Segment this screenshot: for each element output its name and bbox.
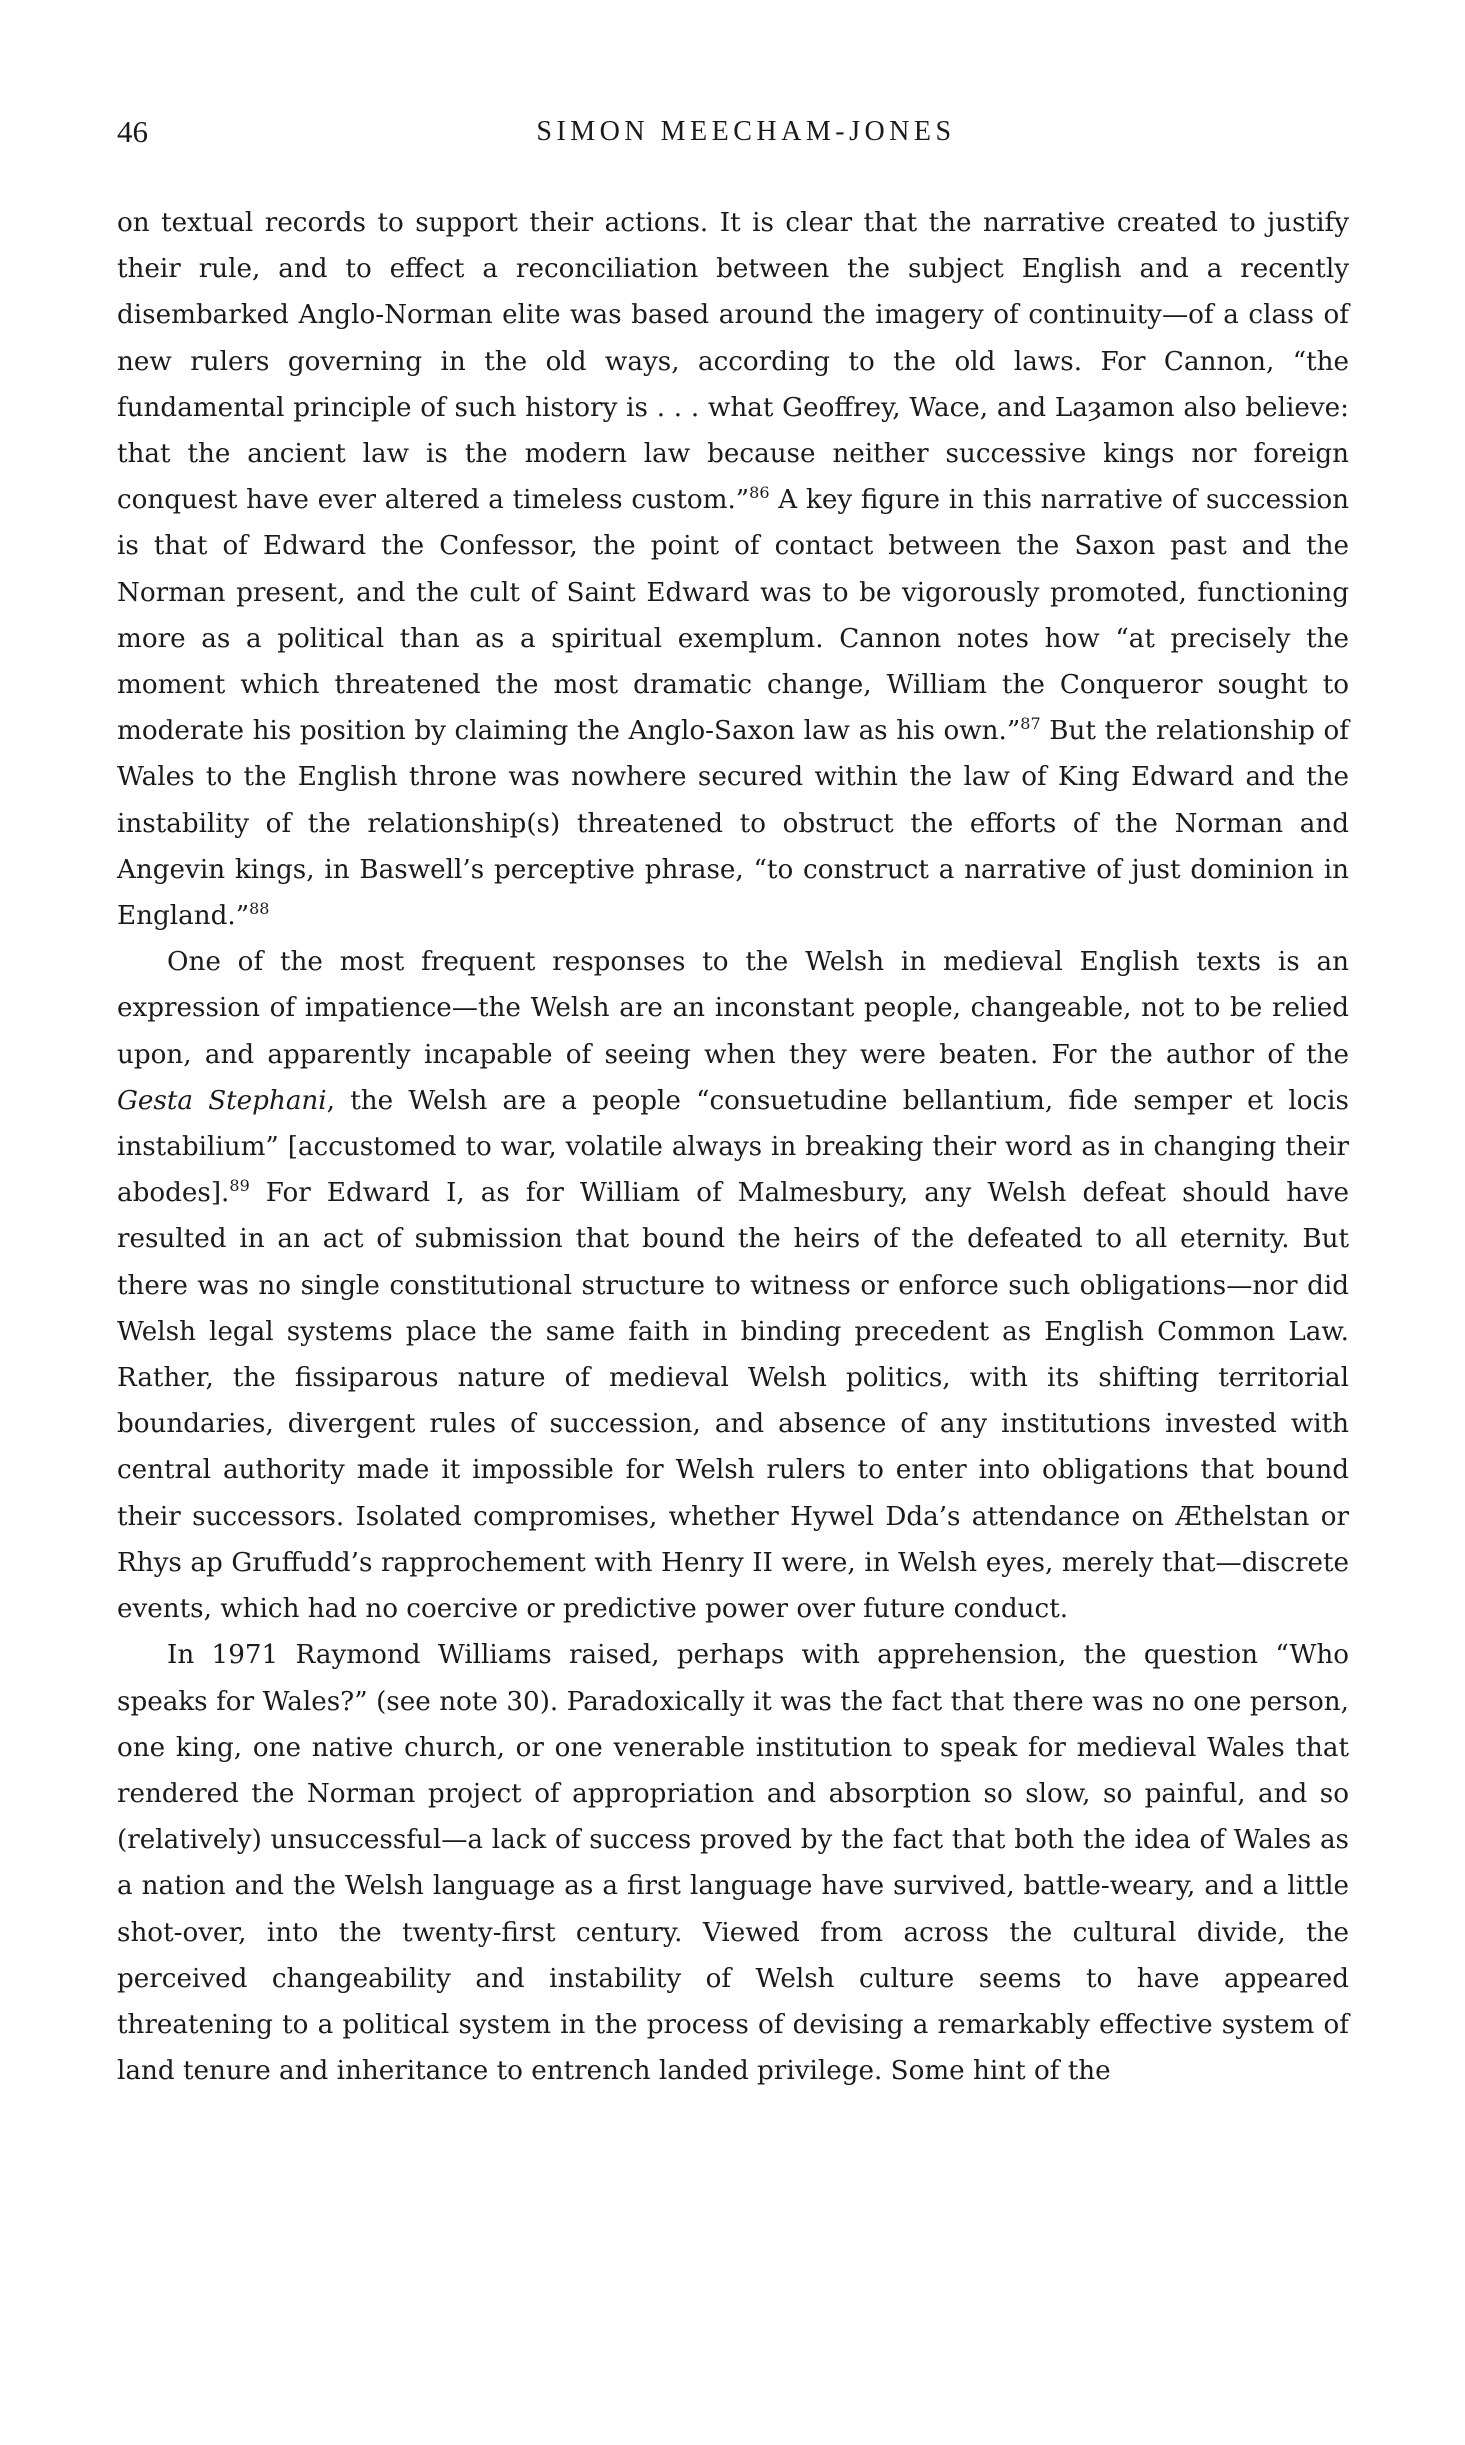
paragraph-2	[117, 939, 1349, 1632]
running-head	[117, 112, 1349, 152]
footnote-ref-87[interactable]: 87	[1020, 714, 1041, 734]
paragraph-1-text-b: A key figure in this narrative of succession is that of Edward the Confessor, the point of contact between the Saxon past and the Norman present, and the cult of Saint Edward was to be vigorously promoted, functioning more as a political than as a spiritual exemplum. Cannon notes how “at precisely the moment which threatened the most dramatic change, William the Conqueror sought to moderate his position by claiming the Anglo-Saxon law as his own.”	[117, 485, 1349, 747]
footnote-ref-86[interactable]: 86	[749, 483, 770, 503]
paragraph-2-text-a: One of the most frequent responses to the Welsh in medieval English texts is an expression of impatience—the Welsh are an inconstant people, changeable, not to be relied upon, and apparently incapable of seeing when they were beaten. For the author of the	[117, 947, 1349, 1070]
paragraph-3-text: In 1971 Raymond Williams raised, perhaps with apprehension, the question “Who speaks for Wales?” (see note 30). Paradoxically it was the fact that there was no one person, one king, one native church, or one venerable institution to speak for medieval Wales that rendered the Norman project of appropriation and absorption so slow, so painful, and so (relatively) unsuccessful—a lack of success proved by the fact that both the idea of Wales as a nation and the Welsh language as a first language have survived, battle-weary, and a little shot-over, into the twenty-first century. Viewed from across the cultural divide, the perceived changeability and instability of Welsh culture seems to have appeared threatening to a political system in the process of devising a remarkably effective system of land tenure and inheritance to entrench landed privilege. Some hint of the	[117, 1640, 1349, 2087]
paragraph-2-text-c: For Edward I, as for William of Malmesbury, any Welsh defeat should have resulted in an act of submission that bound the heirs of the defeated to all eternity. But there was no single constitutional structure to witness or enforce such obligations—nor did Welsh legal systems place the same faith in binding precedent as English Common Law. Rather, the fissiparous nature of medieval Welsh politics, with its shifting territorial boundaries, divergent rules of succession, and absence of any institutions invested with central authority made it impossible for Welsh rulers to enter into obligations that bound their successors. Isolated compromises, whether Hywel Dda’s attendance on Æthelstan or Rhys ap Gruffudd’s rapprochement with Henry II were, in Welsh eyes, merely that—discrete events, which had no coercive or predictive power over future conduct.	[117, 1178, 1349, 1625]
paragraph-1-text-c: But the relationship of Wales to the English throne was nowhere secured within the law of King Edward and the instability of the relationship(s) threatened to obstruct the efforts of the Norman and Angevin kings, in Baswell’s perceptive phrase, “to construct a narrative of just dominion in England.”	[117, 716, 1349, 932]
body-text	[117, 200, 1349, 2094]
paragraph-1-text-a: on textual records to support their actions. It is clear that the narrative created to justify their rule, and to effect a reconciliation between the subject English and a recently disembarked Anglo-Norman elite was based around the imagery of continuity—of a class of new rulers governing in the old ways, according to the old laws. For Cannon, “the fundamental principle of such history is . . . what Geoffrey, Wace, and Laȝamon also believe: that the ancient law is the modern law because neither successive kings nor foreign conquest have ever altered a timeless custom.”	[117, 208, 1349, 516]
book-title-gesta-stephani: Gesta Stephani	[117, 1085, 327, 1116]
page-number: 46	[117, 114, 148, 149]
paragraph-3	[117, 1632, 1349, 2094]
footnote-ref-89[interactable]: 89	[229, 1176, 250, 1196]
paragraph-2-text-b: , the Welsh are a people “consuetudine bellantium, fide semper et locis instabilium” [accustomed to war, volatile always in breaking their word as in changing their abodes].	[117, 1085, 1349, 1209]
paragraph-1	[117, 200, 1349, 939]
footnote-ref-88[interactable]: 88	[249, 899, 270, 919]
running-title: SIMON MEECHAM-JONES	[536, 116, 956, 147]
